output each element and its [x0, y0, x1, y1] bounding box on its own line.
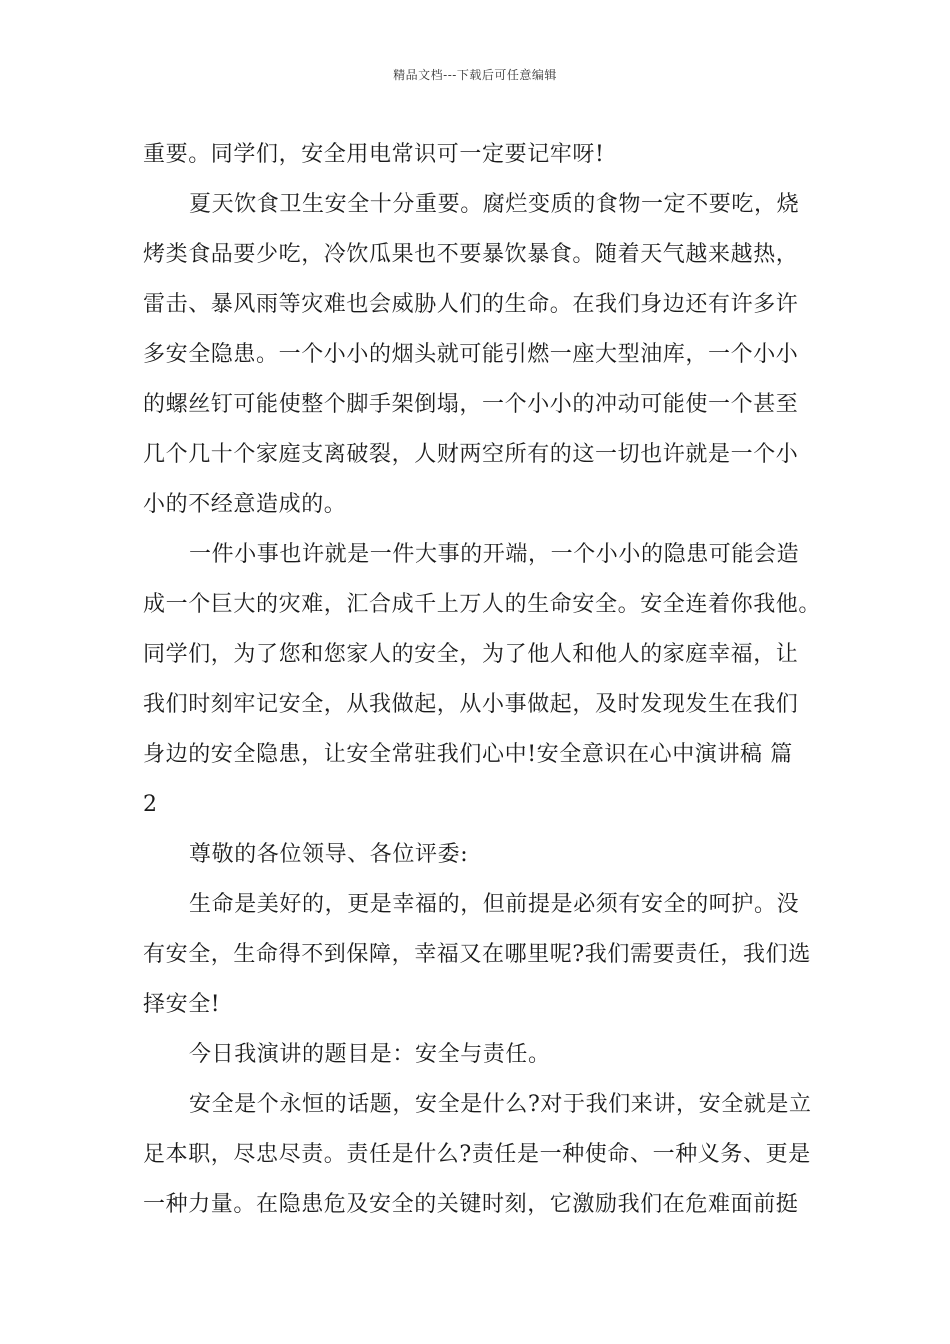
text-line: 我们时刻牢记安全，从我做起，从小事做起，及时发现发生在我们 [143, 692, 799, 717]
text-line: 成一个巨大的灾难，汇合成千上万人的生命安全。安全连着你我他。 [143, 592, 822, 617]
salutation-line: 尊敬的各位领导、各位评委: [189, 842, 469, 867]
text-line: 足本职，尽忠尽责。责任是什么?责任是一种使命、一种义务、更是 [143, 1142, 811, 1167]
text-line: 重要。同学们，安全用电常识可一定要记牢呀! [143, 142, 605, 167]
text-line: 2 [143, 792, 158, 817]
paragraph-start-line: 一件小事也许就是一件大事的开端，一个小小的隐患可能会造 [189, 542, 800, 567]
text-line: 择安全! [143, 992, 221, 1017]
paragraph-start-line: 夏天饮食卫生安全十分重要。腐烂变质的食物一定不要吃，烧 [189, 192, 800, 217]
text-line: 同学们，为了您和您家人的安全，为了他人和他人的家庭幸福，让 [143, 642, 799, 667]
text-line: 多安全隐患。一个小小的烟头就可能引燃一座大型油库，一个小小 [143, 342, 799, 367]
document-body [143, 130, 822, 1230]
text-line: 一种力量。在隐患危及安全的关键时刻，它激励我们在危难面前挺 [143, 1192, 799, 1217]
page-header: 精品文档---下载后可任意编辑 [393, 68, 557, 82]
text-line: 有安全，生命得不到保障，幸福又在哪里呢?我们需要责任，我们选 [143, 942, 811, 967]
text-line: 烤类食品要少吃，冷饮瓜果也不要暴饮暴食。随着天气越来越热， [143, 242, 799, 267]
text-line: 几个几十个家庭支离破裂，人财两空所有的这一切也许就是一个小 [143, 442, 799, 467]
paragraph-start-line: 今日我演讲的题目是：安全与责任。 [189, 1042, 551, 1067]
text-line: 身边的安全隐患，让安全常驻我们心中!安全意识在心中演讲稿 篇 [143, 742, 793, 767]
text-line: 小的不经意造成的。 [143, 492, 347, 517]
text-line: 雷击、暴风雨等灾难也会威胁人们的生命。在我们身边还有许多许 [143, 292, 799, 317]
paragraph-start-line: 安全是个永恒的话题，安全是什么?对于我们来讲，安全就是立 [189, 1092, 812, 1117]
text-line: 的螺丝钉可能使整个脚手架倒塌，一个小小的冲动可能使一个甚至 [143, 392, 799, 417]
paragraph-start-line: 生命是美好的，更是幸福的，但前提是必须有安全的呵护。没 [189, 892, 800, 917]
